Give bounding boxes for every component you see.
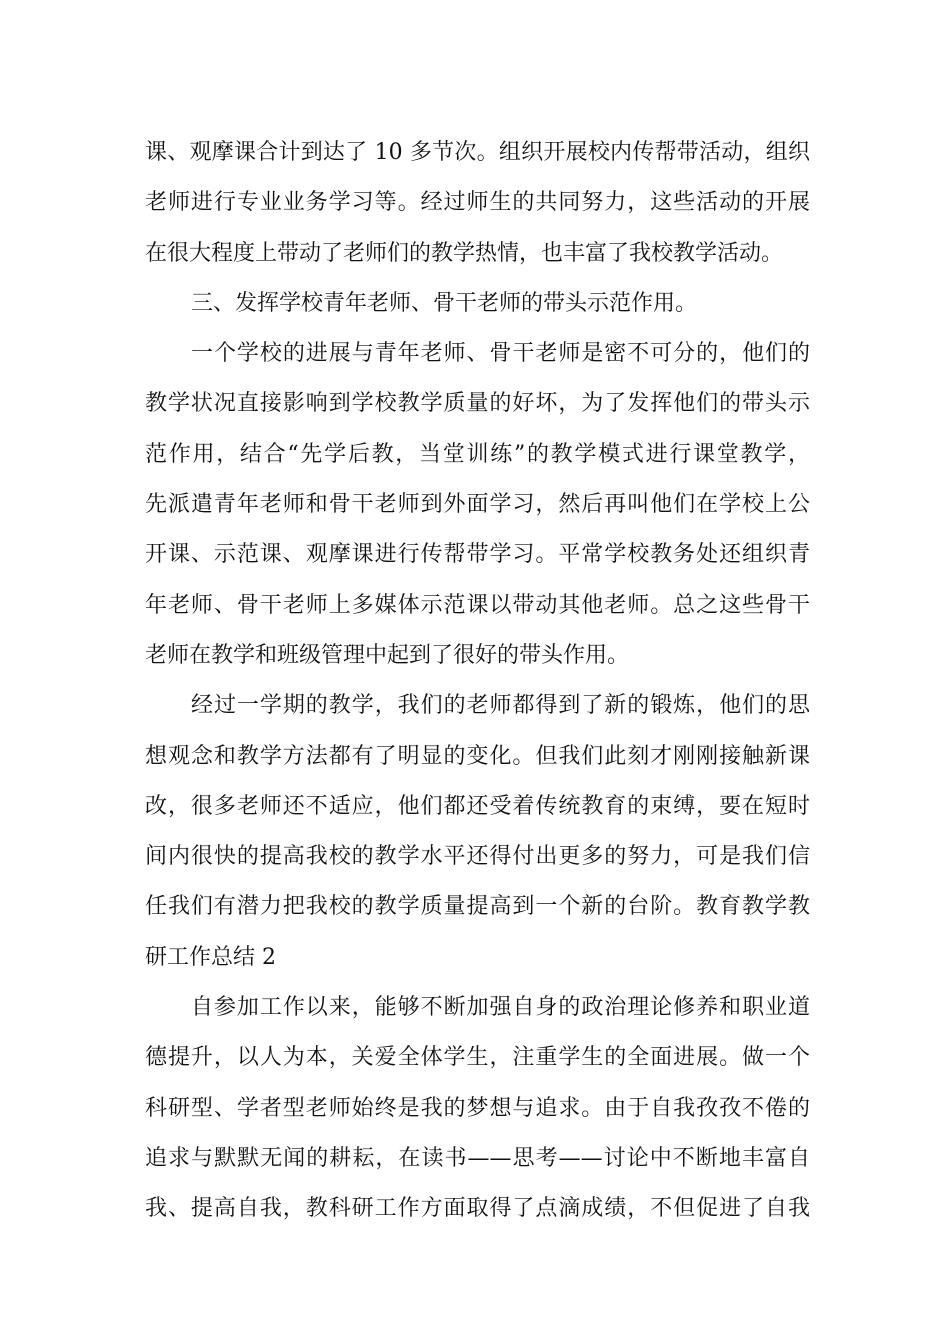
- section-heading: 三、发挥学校青年老师、骨干老师的带头示范作用。: [191, 290, 698, 316]
- text-line: 经过一学期的教学，我们的老师都得到了新的锻炼，他们的思: [191, 693, 810, 719]
- text-line: 追求与默默无闻的耕耘，在读书——思考——讨论中不断地丰富自: [145, 1145, 810, 1171]
- text-line: 科研型、学者型老师始终是我的梦想与追求。由于自我孜孜不倦的: [145, 1095, 810, 1121]
- text-line: 在很大程度上带动了老师们的教学热情，也丰富了我校教学活动。: [145, 240, 784, 266]
- text-line: 年老师、骨干老师上多媒体示范课以带动其他老师。总之这些骨干: [145, 592, 810, 618]
- text-line: 想观念和教学方法都有了明显的变化。但我们此刻才刚刚接触新课: [145, 743, 810, 769]
- document-body: [145, 128, 810, 1235]
- text-line: 课、观摩课合计到达了 10 多节次。组织开展校内传帮带活动，组织: [145, 140, 810, 165]
- text-line: 范作用，结合“先学后教，当堂训练”的教学模式进行课堂教学，: [145, 441, 810, 467]
- text-line: 间内很快的提高我校的教学水平还得付出更多的努力，可是我们信: [145, 844, 810, 870]
- text-line: 教学状况直接影响到学校教学质量的好坏，为了发挥他们的带头示: [145, 391, 810, 417]
- text-line: 研工作总结 2: [145, 944, 276, 970]
- text-line: 任我们有潜力把我校的教学质量提高到一个新的台阶。教育教学教: [145, 894, 810, 920]
- text-line: 老师进行专业业务学习等。经过师生的共同努力，这些活动的开展: [145, 190, 810, 216]
- text-line: 开课、示范课、观摩课进行传帮带学习。平常学校教务处还组织青: [145, 542, 810, 568]
- text-line: 老师在教学和班级管理中起到了很好的带头作用。: [145, 642, 630, 668]
- text-line: 先派遣青年老师和骨干老师到外面学习，然后再叫他们在学校上公: [145, 492, 810, 518]
- text-line: 我、提高自我，教科研工作方面取得了点滴成绩，不但促进了自我: [145, 1196, 810, 1222]
- text-line: 改，很多老师还不适应，他们都还受着传统教育的束缚，要在短时: [145, 793, 810, 819]
- text-line: 一个学校的进展与青年老师、骨干老师是密不可分的，他们的: [191, 341, 810, 367]
- text-line: 自参加工作以来，能够不断加强自身的政治理论修养和职业道: [191, 995, 810, 1021]
- text-line: 德提升，以人为本，关爱全体学生，注重学生的全面进展。做一个: [145, 1045, 810, 1071]
